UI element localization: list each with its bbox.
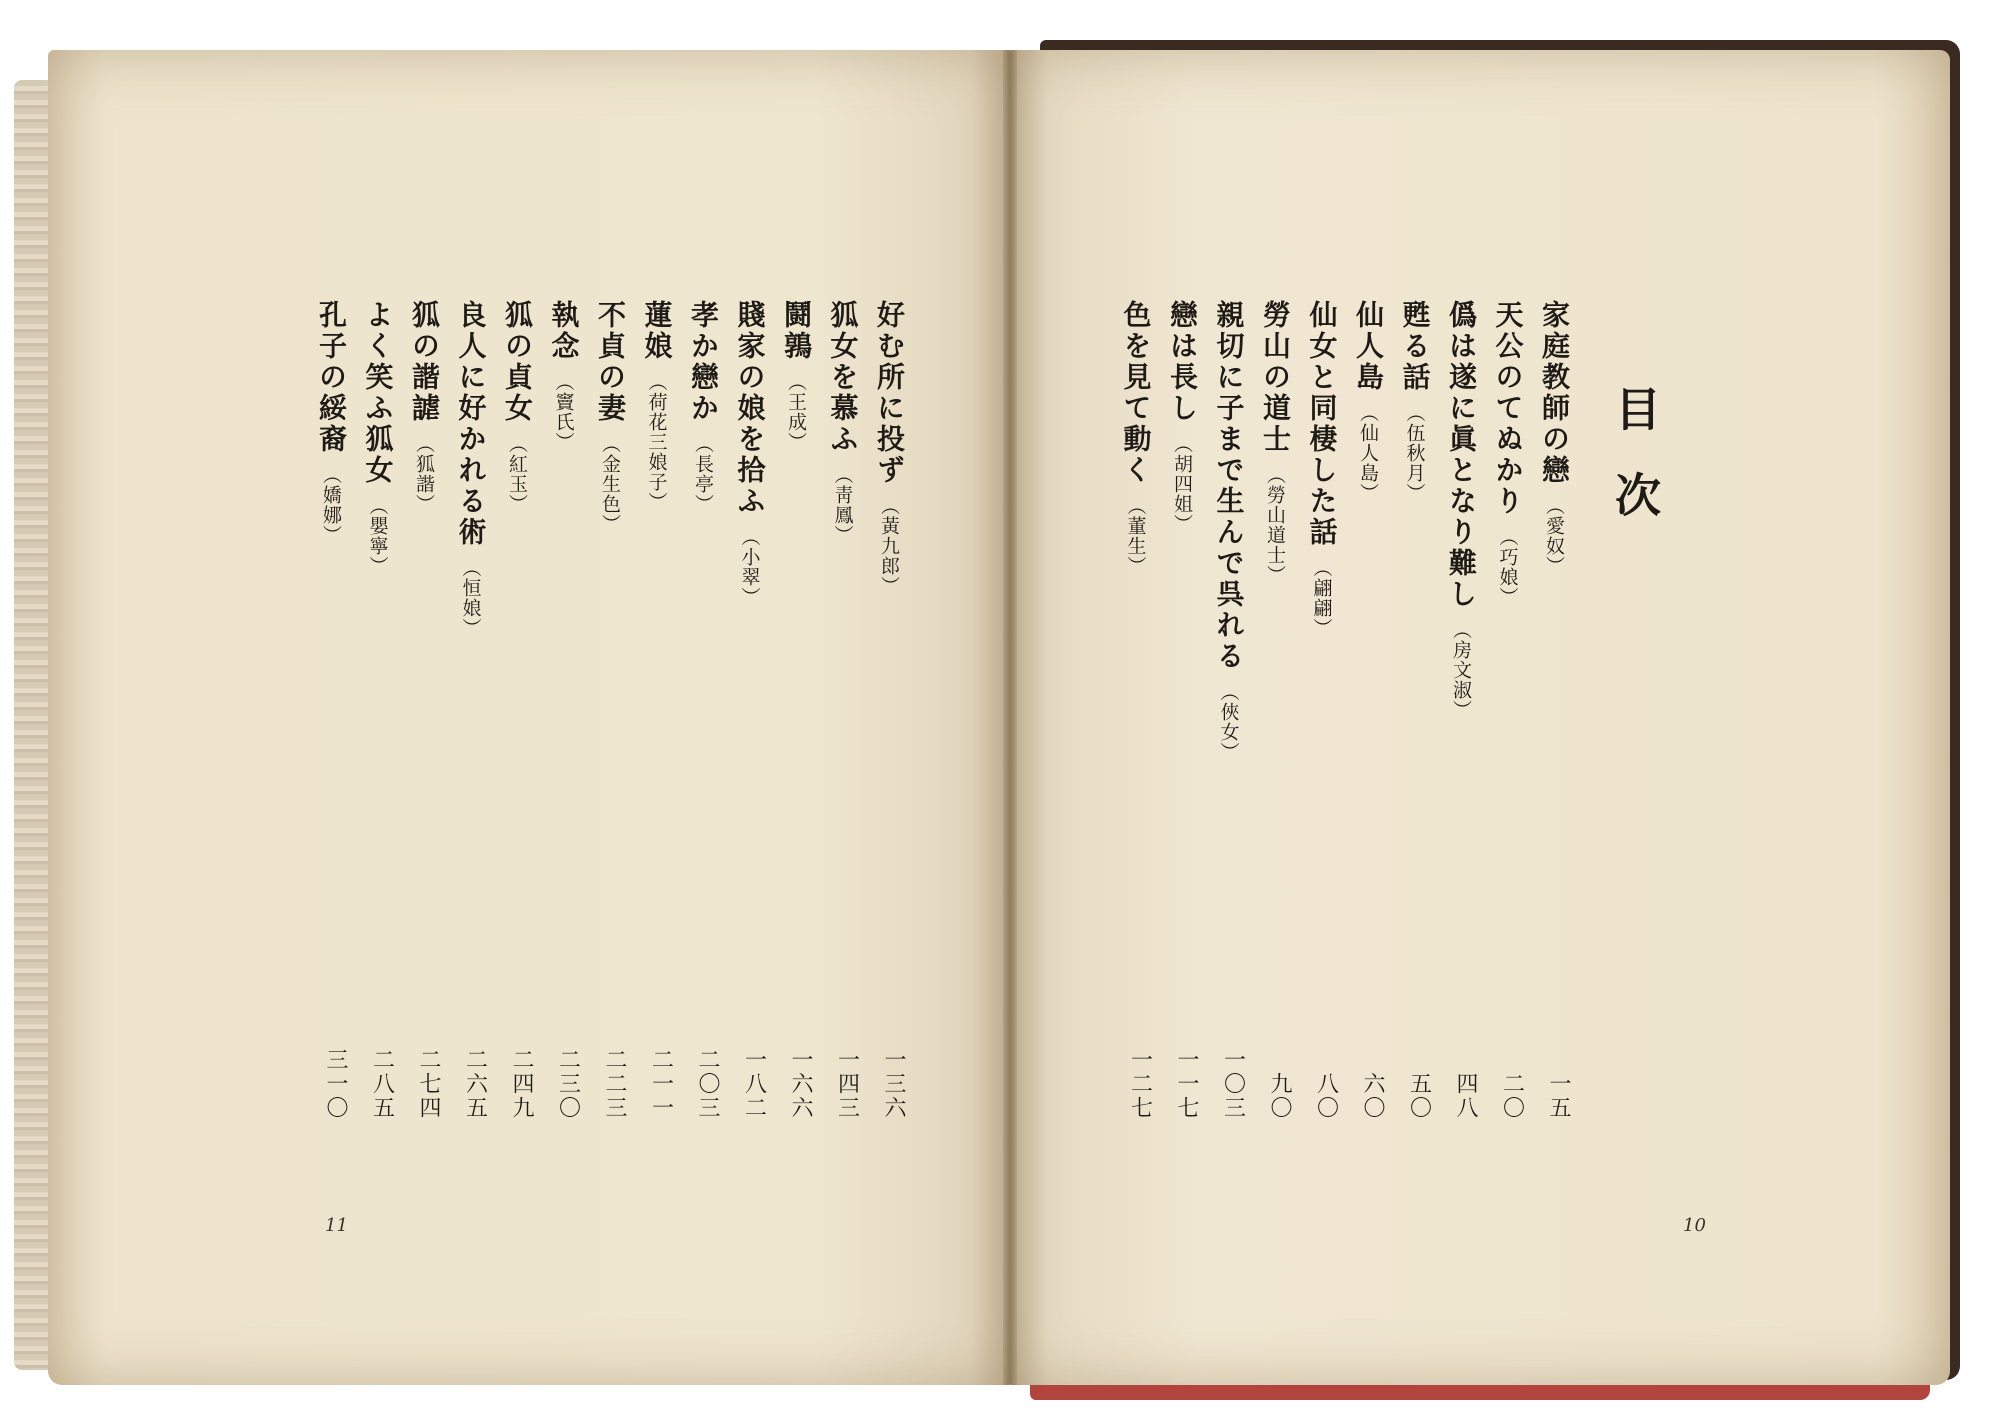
entry-original-title: （巧娘） <box>1496 527 1519 607</box>
entry-page-number: 八〇 <box>1313 1072 1339 1120</box>
entry-heading <box>1255 300 1295 1120</box>
contents-entry <box>1251 300 1295 1120</box>
entry-title: 家庭教師の戀 <box>1538 300 1571 486</box>
entry-original-title: （小翠） <box>738 527 761 607</box>
entry-page-number: 一八二 <box>741 1048 767 1120</box>
entry-heading <box>590 300 630 1120</box>
entry-original-title: （胡四姐） <box>1171 434 1193 534</box>
entry-original-title: （王成） <box>785 372 807 452</box>
entry-title: よく笑ふ狐女 <box>361 300 395 486</box>
entry-heading <box>1395 300 1435 1120</box>
entry-original-title: （嬌娜） <box>320 465 342 545</box>
entry-title: 仙人島 <box>1352 300 1385 393</box>
entry-page-number: 五〇 <box>1406 1072 1432 1120</box>
entry-title: 執念 <box>547 300 581 362</box>
entry-heading <box>1162 300 1202 1120</box>
entry-title: 不貞の妻 <box>594 300 627 424</box>
contents-entry <box>1298 300 1342 1120</box>
entry-page-number: 六〇 <box>1360 1072 1385 1120</box>
entry-original-title: （伍秋月） <box>1403 403 1426 503</box>
entry-heading <box>730 300 770 1120</box>
entry-heading <box>1209 300 1249 1120</box>
entry-title: 仙女と同棲した話 <box>1305 300 1339 548</box>
right-page-number: 10 <box>1683 1215 1706 1236</box>
entry-heading <box>1116 300 1156 1120</box>
contents-entry <box>1391 300 1435 1120</box>
entry-heading <box>358 300 398 1120</box>
entry-heading <box>451 300 491 1120</box>
entry-original-title: （俠女） <box>1217 682 1240 762</box>
entry-heading <box>1302 300 1342 1120</box>
contents-entry <box>1344 300 1388 1120</box>
entry-title: 甦る話 <box>1398 300 1432 393</box>
left-page-number: 11 <box>325 1215 348 1236</box>
entry-title: 狐女を慕ふ <box>826 300 860 455</box>
contents-entry <box>865 300 909 1120</box>
entry-page-number: 二八五 <box>369 1048 395 1120</box>
entry-original-title: （仙人島） <box>1357 403 1379 503</box>
entry-heading <box>544 300 584 1120</box>
contents-entry <box>1158 300 1202 1120</box>
contents-entry <box>1484 300 1528 1120</box>
entry-page-number: 二〇 <box>1499 1072 1525 1120</box>
entry-heading <box>311 300 351 1120</box>
entry-original-title: （翩翩） <box>1310 558 1333 638</box>
entry-heading <box>683 300 723 1120</box>
entry-heading <box>497 300 537 1120</box>
entry-original-title: （愛奴） <box>1543 496 1565 576</box>
entry-heading <box>404 300 444 1120</box>
entry-page-number: 二二三 <box>602 1048 627 1120</box>
contents-entry <box>726 300 770 1120</box>
contents-entry <box>679 300 723 1120</box>
entry-title: 孔子の綏裔 <box>315 300 348 455</box>
contents-entry <box>307 300 351 1120</box>
entry-page-number: 一六六 <box>788 1048 813 1120</box>
contents-entry <box>633 300 677 1120</box>
entry-original-title: （荷花三娘子） <box>645 372 668 512</box>
entry-page-number: 三一〇 <box>323 1048 348 1120</box>
entry-original-title: （董生） <box>1124 496 1147 576</box>
entry-original-title: （恒娘） <box>459 558 482 638</box>
entry-heading <box>776 300 816 1120</box>
contents-entry <box>772 300 816 1120</box>
entry-heading <box>1488 300 1528 1120</box>
entry-page-number: 二〇三 <box>695 1048 720 1120</box>
entry-title: 色を見て動く <box>1119 300 1153 486</box>
entry-title: 孝か戀か <box>687 300 720 424</box>
entry-page-number: 四八 <box>1453 1072 1478 1120</box>
entry-page-number: 一四三 <box>834 1048 860 1120</box>
entry-title: 狐の貞女 <box>501 300 534 424</box>
entry-page-number: 一二七 <box>1127 1048 1153 1120</box>
entry-title: 天公のてぬかり <box>1491 300 1525 517</box>
entry-original-title: （狐諧） <box>413 434 435 514</box>
contents-entry <box>1112 300 1156 1120</box>
entry-original-title: （靑鳳） <box>831 465 854 545</box>
contents-entry <box>447 300 491 1120</box>
entry-original-title: （勞山道士） <box>1264 465 1286 585</box>
contents-entry <box>586 300 630 1120</box>
entry-page-number: 一五 <box>1546 1072 1571 1120</box>
contents-entry <box>1205 300 1249 1120</box>
entry-heading <box>1534 300 1574 1120</box>
entry-original-title: （金生色） <box>599 434 621 534</box>
entry-page-number: 二一一 <box>648 1048 674 1120</box>
entry-title: 狐の諧謔 <box>408 300 441 424</box>
entry-title: 好む所に投ず <box>873 300 906 486</box>
entry-original-title: （黃九郎） <box>878 496 900 596</box>
contents-heading: 目次 <box>1608 385 1662 557</box>
entry-original-title: （嬰寧） <box>366 496 389 576</box>
entry-page-number: 一三六 <box>881 1048 906 1120</box>
entry-page-number: 九〇 <box>1267 1072 1292 1120</box>
entry-title: 賤家の娘を拾ふ <box>733 300 767 517</box>
entry-original-title: （房文淑） <box>1450 620 1472 720</box>
entry-page-number: 二六五 <box>462 1048 488 1120</box>
entry-title: 蓮娘 <box>640 300 674 362</box>
entry-title: 勞山の道士 <box>1259 300 1292 455</box>
contents-entry <box>819 300 863 1120</box>
entry-title: 戀は長し <box>1166 300 1199 424</box>
contents-entry <box>1530 300 1574 1120</box>
entry-page-number: 一一七 <box>1174 1048 1199 1120</box>
contents-entry <box>400 300 444 1120</box>
contents-entry <box>354 300 398 1120</box>
entry-heading <box>823 300 863 1120</box>
entry-title: 鬪鶉 <box>780 300 813 362</box>
entry-title: 僞は遂に眞となり難し <box>1445 300 1478 610</box>
contents-entry <box>493 300 537 1120</box>
entry-heading <box>637 300 677 1120</box>
entry-page-number: 二四九 <box>509 1048 534 1120</box>
entry-heading <box>869 300 909 1120</box>
book-gutter <box>1003 50 1017 1385</box>
entry-title: 親切に子まで生んで呉れる <box>1212 300 1246 672</box>
entry-page-number: 一〇三 <box>1220 1048 1246 1120</box>
contents-entry <box>1437 300 1481 1120</box>
entry-heading <box>1348 300 1388 1120</box>
entry-title: 良人に好かれる術 <box>454 300 488 548</box>
entry-heading <box>1441 300 1481 1120</box>
contents-entry <box>540 300 584 1120</box>
entry-original-title: （長亭） <box>692 434 714 514</box>
entry-page-number: 二三〇 <box>555 1048 581 1120</box>
entry-original-title: （竇氏） <box>552 372 575 452</box>
entry-original-title: （紅玉） <box>506 434 528 514</box>
entry-page-number: 二七四 <box>416 1048 441 1120</box>
